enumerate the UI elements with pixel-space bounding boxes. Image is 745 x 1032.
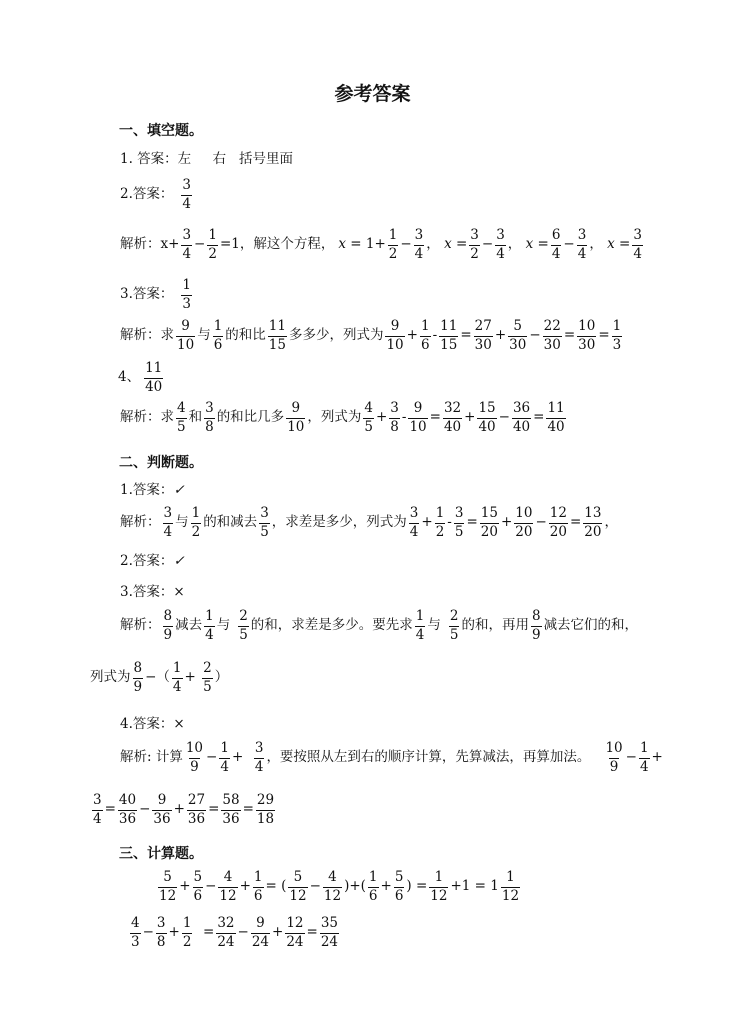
fraction: $\frac{12}{24}$ — [286, 915, 304, 950]
answer-2-label: 2.答案： — [120, 186, 174, 203]
answer-4 — [118, 362, 165, 394]
check-icon: ✓ — [173, 553, 185, 569]
judge-3-label: 3.答案： — [120, 584, 174, 600]
analysis-text: 的和比 — [225, 327, 266, 344]
fraction: $\frac{9}{24}$ — [251, 915, 269, 950]
fraction: $\frac{3}{4}$ — [409, 505, 419, 540]
fraction: $\frac{8}{9}$ — [531, 608, 541, 643]
fraction: $\frac{10}{20}$ — [515, 505, 533, 540]
fraction: $\frac{32}{40}$ — [443, 400, 462, 435]
fraction: $\frac{9}{10}$ — [177, 318, 195, 353]
judge-2-label: 2.答案： — [120, 553, 174, 569]
fraction: $\frac{10}{9}$ — [605, 740, 623, 775]
fraction: $\frac{3}{4}$ — [414, 227, 424, 262]
fraction: $\frac{32}{24}$ — [217, 915, 235, 950]
fraction: $\frac{9}{10}$ — [409, 400, 427, 435]
fraction: $\frac{1}{3}$ — [182, 277, 191, 312]
fraction: $\frac{3}{8}$ — [390, 400, 399, 435]
fraction: $\frac{5}{12}$ — [289, 869, 307, 904]
answer-1-text: 1. 答案：左 右 括号里面 — [120, 151, 294, 167]
fraction: $\frac{2}{5}$ — [203, 660, 212, 695]
fraction: $\frac{11}{15}$ — [440, 318, 458, 353]
fraction: $\frac{15}{20}$ — [480, 505, 498, 540]
analysis-text: 的和减去 — [203, 514, 258, 531]
calc-1: $\frac{5}{12}$ + $\frac{5}{6}$ − $\frac{4}{12}$ + $\frac{1}{6}$ = ( $\frac{5}{12}$ − $\frac{4}{12}$ )+( $\frac{1}{6}$ + $\frac{5}{6}$ ) = $\frac{1}{12}$ +1 = 1 $\frac{1}{12}$ — [159, 869, 520, 904]
judge-4-label: 4.答案： — [120, 716, 174, 732]
fraction: $\frac{1}{12}$ — [501, 869, 520, 904]
analysis-text: 解析: 计算 — [120, 749, 183, 766]
fraction: $\frac{15}{40}$ — [478, 400, 496, 435]
analysis-text: 减去它们的和， — [543, 617, 639, 634]
fraction: $\frac{58}{36}$ — [222, 792, 240, 827]
section-heading-calc: 三、计算题。 — [119, 846, 203, 862]
fraction: $\frac{1}{4}$ — [220, 740, 229, 775]
fraction: $\frac{3}{4}$ — [254, 740, 264, 775]
fraction: $\frac{1}{6}$ — [420, 318, 430, 353]
fraction: $\frac{4}{5}$ — [364, 400, 373, 435]
judge-3 — [120, 586, 185, 600]
judge-3-analysis — [120, 610, 638, 642]
analysis-text: 的和比几多 — [216, 409, 285, 426]
calc-2: $\frac{4}{3}$ − $\frac{3}{8}$ + $\frac{1}{2}$ = $\frac{32}{24}$ − $\frac{9}{24}$ + $\frac{12}{24}$ = $\frac{35}{24}$ — [131, 915, 338, 950]
cross-icon: × — [173, 716, 185, 732]
fraction: $\frac{1}{2}$ — [191, 505, 201, 540]
fraction: $\frac{10}{30}$ — [578, 318, 596, 353]
fraction: $\frac{1}{6}$ — [368, 869, 378, 904]
fraction: $\frac{3}{4}$ — [163, 505, 173, 540]
fraction: $\frac{3}{8}$ — [156, 915, 166, 950]
analysis-text: ，要按照从左到右的顺序计算，先算减法，再算加法。 — [266, 749, 591, 766]
fraction: $\frac{3}{4}$ — [182, 227, 192, 262]
fraction: $\frac{8}{9}$ — [163, 608, 173, 643]
fraction: $\frac{3}{5}$ — [454, 505, 464, 540]
judge-1-label: 1.答案： — [120, 482, 174, 498]
fraction: $\frac{5}{30}$ — [509, 318, 527, 353]
analysis-3: 解析：求 $\frac{9}{10}$ 与 $\frac{1}{6}$ 的和比 $\frac{11}{15}$ 多多少，列式为 $\frac{9}{10}$ + $\frac{1}{6}$ - $\frac{11}{15}$ = $\frac{27}{30}$ + $\frac{5}{30}$ − $\frac{22}{30}$ = $\frac{10}{30}$ = $\frac{1}{3}$ — [120, 318, 622, 353]
fraction: $\frac{3}{2}$ — [470, 227, 479, 262]
fraction: $\frac{22}{30}$ — [543, 318, 561, 353]
fraction: $\frac{4}{12}$ — [323, 869, 342, 904]
fraction: $\frac{5}{12}$ — [159, 869, 177, 904]
analysis-text: 和 — [188, 409, 203, 426]
section-heading-fill: 一、填空题。 — [119, 123, 203, 139]
judge-1 — [120, 484, 185, 498]
fraction: $\frac{3}{8}$ — [205, 400, 214, 435]
analysis-text: ，求差是多少，列式为 — [271, 514, 407, 531]
fraction: $\frac{27}{30}$ — [474, 318, 492, 353]
judge-1-analysis: 解析： $\frac{3}{4}$ 与 $\frac{1}{2}$ 的和减去 $\frac{3}{5}$ ，求差是多少，列式为 $\frac{3}{4}$ + $\frac{1}{2}$ - $\frac{3}{5}$ = $\frac{15}{20}$ + $\frac{10}{20}$ − $\frac{12}{20}$ = $\frac{13}{20}$ ， — [120, 505, 618, 540]
fraction: $\frac{1}{2}$ — [208, 227, 217, 262]
fraction: $\frac{1}{4}$ — [639, 740, 649, 775]
fraction: $\frac{11}{15}$ — [268, 318, 286, 353]
fraction: $\frac{3}{4}$ — [577, 227, 587, 262]
fraction: $\frac{40}{36}$ — [118, 792, 137, 827]
fraction: $\frac{36}{40}$ — [512, 400, 531, 435]
fraction: $\frac{6}{4}$ — [551, 227, 561, 262]
analysis-text: 多多少，列式为 — [288, 327, 384, 344]
fraction: $\frac{1}{3}$ — [612, 318, 622, 353]
cross-icon: × — [173, 584, 185, 600]
analysis-4: 解析：求 $\frac{4}{5}$ 和 $\frac{3}{8}$ 的和比几多 $\frac{9}{10}$ ，列式为 $\frac{4}{5}$ + $\frac{3}{8}$ - $\frac{9}{10}$ = $\frac{32}{40}$ + $\frac{15}{40}$ − $\frac{36}{40}$ = $\frac{11}{40}$ — [120, 400, 565, 435]
analysis-text: ，列式为 — [307, 409, 362, 426]
fraction: $\frac{1}{6}$ — [213, 318, 223, 353]
answer-1 — [120, 153, 293, 167]
judge-4-analysis: 解析: 计算 $\frac{10}{9}$ − $\frac{1}{4}$ + $\frac{3}{4}$ ，要按照从左到右的顺序计算，先算减法，再算加法。 $\frac{10}{9}$ − $\frac{1}{4}$ + — [120, 740, 663, 775]
fraction: $\frac{1}{2}$ — [435, 505, 445, 540]
fraction: $\frac{4}{3}$ — [131, 915, 140, 950]
analysis-text: 解析： — [120, 514, 161, 531]
fraction: $\frac{5}{6}$ — [394, 869, 404, 904]
analysis-label: 解析： — [120, 236, 161, 253]
analysis-text: 与 — [427, 617, 441, 634]
fraction: $\frac{3}{4}$ — [93, 792, 102, 827]
answer-3-label: 3.答案： — [120, 286, 174, 303]
analysis-text: ，解这个方程， — [239, 236, 335, 253]
fraction: $\frac{11}{40}$ — [547, 400, 565, 435]
fraction: $\frac{11}{40}$ — [145, 360, 163, 395]
fraction: $\frac{9}{10}$ — [386, 318, 404, 353]
answer-2 — [120, 179, 194, 211]
fraction: $\frac{27}{36}$ — [187, 792, 206, 827]
fraction: $\frac{35}{24}$ — [320, 915, 338, 950]
page-title: 参考答案 — [334, 83, 411, 105]
analysis-text: 解析： — [120, 617, 161, 634]
math-text: x+ — [160, 236, 180, 253]
fraction: $\frac{2}{5}$ — [449, 608, 459, 643]
formula-label: 列式为 — [90, 669, 131, 686]
fraction: $\frac{1}{6}$ — [253, 869, 263, 904]
section-heading-judge: 二、判断题。 — [119, 455, 203, 471]
fraction: $\frac{3}{5}$ — [260, 505, 269, 540]
analysis-text: 解析：求 — [120, 327, 174, 344]
fraction: $\frac{1}{2}$ — [388, 227, 398, 262]
fraction: $\frac{3}{4}$ — [182, 177, 191, 212]
fraction: $\frac{1}{12}$ — [430, 869, 448, 904]
fraction: $\frac{5}{6}$ — [193, 869, 203, 904]
fraction: $\frac{1}{2}$ — [182, 915, 192, 950]
fraction: $\frac{2}{5}$ — [239, 608, 248, 643]
answer-4-label: 4、 — [118, 369, 141, 386]
analysis-text: 与 — [197, 327, 211, 344]
analysis-text: 的和，求差是多少。要先求 — [250, 617, 413, 634]
analysis-text: 的和，再用 — [461, 617, 529, 634]
fraction: $\frac{3}{4}$ — [496, 227, 505, 262]
analysis-2: 解析： x+ $\frac{3}{4}$ − $\frac{1}{2}$ =1 ，解这个方程， x = 1+ $\frac{1}{2}$ − $\frac{3}{4}$ ， x = $\frac{3}{2}$ − $\frac{3}{4}$ ， x = $\frac{6}{4}$ − $\frac{3}{4}$ ， x = $\frac{3}{4}$ — [120, 227, 642, 262]
fraction: $\frac{29}{18}$ — [256, 792, 275, 827]
analysis-text: 与 — [216, 617, 231, 634]
fraction: $\frac{10}{9}$ — [185, 740, 204, 775]
fraction: $\frac{9}{10}$ — [287, 400, 305, 435]
answer-3 — [120, 279, 194, 311]
judge-4 — [120, 718, 185, 732]
analysis-text: 减去 — [175, 617, 203, 634]
fraction: $\frac{1}{4}$ — [172, 660, 182, 695]
fraction: $\frac{9}{36}$ — [153, 792, 171, 827]
analysis-text: 解析：求 — [120, 409, 174, 426]
fraction: $\frac{1}{4}$ — [205, 608, 214, 643]
judge-4-result: $\frac{3}{4}$ = $\frac{40}{36}$ − $\frac{9}{36}$ + $\frac{27}{36}$ = $\frac{58}{36}$ = $\frac{29}{18}$ — [93, 792, 275, 827]
fraction: $\frac{4}{5}$ — [177, 400, 186, 435]
judge-2 — [120, 555, 185, 569]
fraction: $\frac{1}{4}$ — [415, 608, 425, 643]
check-icon: ✓ — [173, 482, 185, 498]
fraction: $\frac{13}{20}$ — [584, 505, 602, 540]
judge-3-formula: 列式为 $\frac{8}{9}$ −（ $\frac{1}{4}$ + $\frac{2}{5}$ ） — [90, 660, 229, 695]
analysis-text: 与 — [175, 514, 189, 531]
fraction: $\frac{4}{12}$ — [219, 869, 237, 904]
fraction: $\frac{8}{9}$ — [133, 660, 143, 695]
fraction: $\frac{3}{4}$ — [633, 227, 642, 262]
fraction: $\frac{12}{20}$ — [549, 505, 567, 540]
